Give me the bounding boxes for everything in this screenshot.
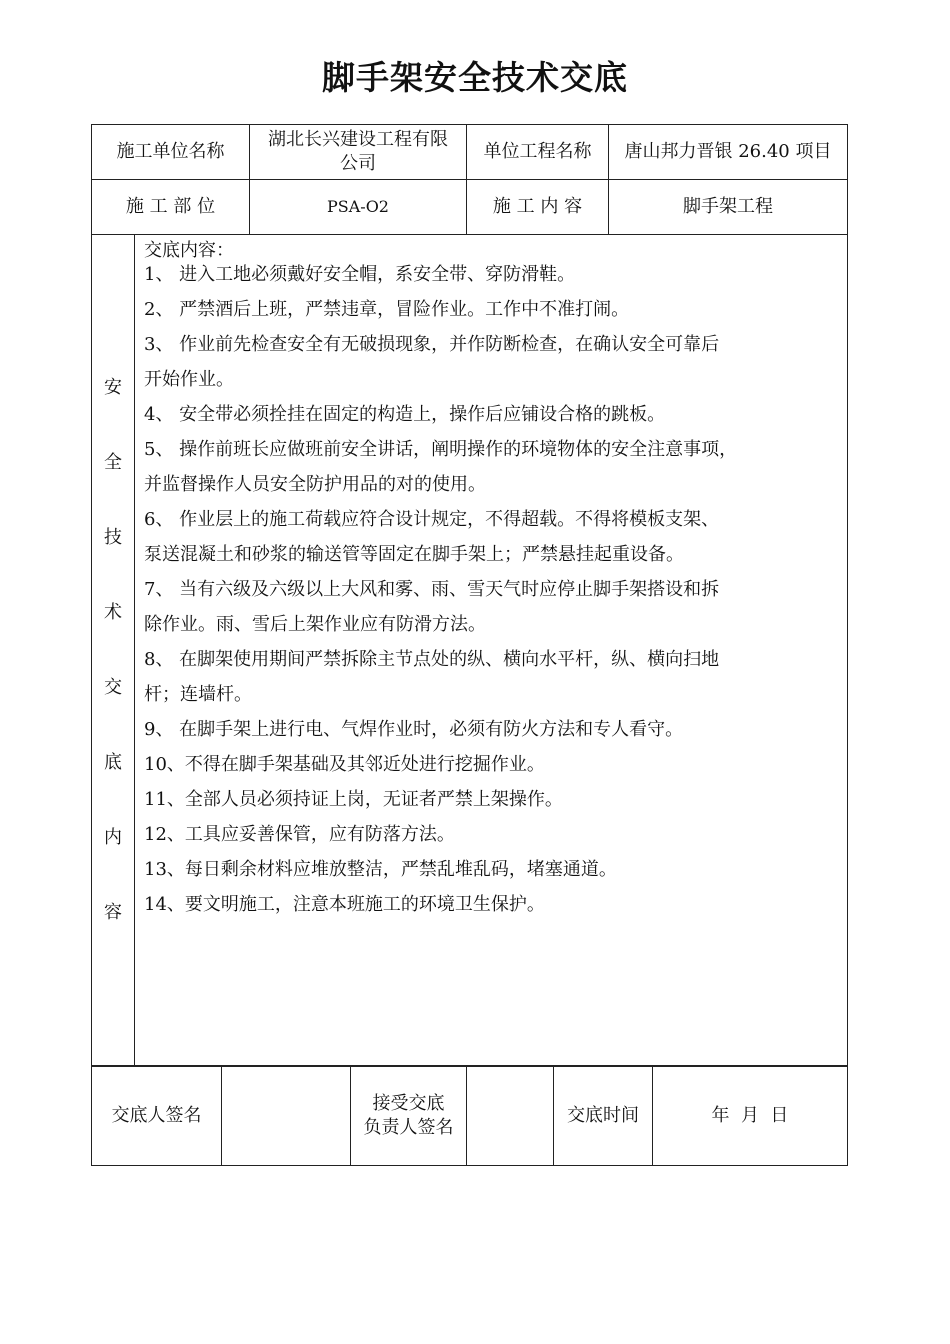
content-line: 10、不得在脚手架基础及其邻近处进行挖掘作业。 [144, 754, 545, 775]
receiver-signature-field[interactable] [466, 1066, 554, 1166]
unit-name-label: 施工单位名称 [91, 124, 250, 180]
side-label-char: 技 [104, 527, 122, 548]
disclosure-form [91, 124, 848, 1166]
content-line: 6、 作业层上的施工荷载应符合设计规定，不得超载。不得将模板支架、 [144, 509, 720, 530]
content-line: 11、全部人员必须持证上岗，无证者严禁上架操作。 [144, 789, 563, 810]
content-line: 13、每日剩余材料应堆放整洁，严禁乱堆乱码，堵塞通道。 [144, 859, 617, 880]
construction-content-label: 施 工 内 容 [466, 179, 609, 235]
project-name-label: 单位工程名称 [466, 124, 609, 180]
content-line: 泵送混凝土和砂浆的输送管等固定在脚手架上；严禁悬挂起重设备。 [144, 544, 684, 565]
discloser-signature-label: 交底人签名 [91, 1066, 222, 1166]
project-name-value: 唐山邦力晋银 26.40 项目 [608, 124, 848, 180]
content-line: 12、工具应妥善保管，应有防落方法。 [144, 824, 455, 845]
construction-part-value: PSA-O2 [249, 179, 467, 235]
content-line: 7、 当有六级及六级以上大风和雾、雨、雪天气时应停止脚手架搭设和拆 [144, 579, 720, 600]
content-line: 杆；连墙杆。 [144, 684, 252, 705]
side-label-char: 底 [104, 752, 122, 773]
content-line: 3、 作业前先检查安全有无破损现象，并作防断检查，在确认安全可靠后 [144, 334, 720, 355]
content-line: 2、 严禁酒后上班，严禁违章，冒险作业。工作中不准打闹。 [144, 299, 630, 320]
side-label-char: 交 [104, 677, 122, 698]
side-label-char: 术 [104, 602, 122, 623]
content-line: 除作业。雨、雪后上架作业应有防滑方法。 [144, 614, 486, 635]
content-line: 并监督操作人员安全防护用品的对的使用。 [144, 474, 486, 495]
side-label-char: 安 [104, 377, 122, 398]
side-label-char: 内 [104, 827, 122, 848]
content-line: 8、 在脚架使用期间严禁拆除主节点处的纵、横向水平杆，纵、横向扫地 [144, 649, 720, 670]
side-label-column [91, 234, 135, 1066]
receiver-signature-label [350, 1066, 467, 1166]
receiver-label-line-1: 接受交底 [372, 1093, 445, 1114]
disclosure-content [134, 234, 848, 1066]
side-label-char: 容 [104, 902, 122, 923]
discloser-signature-field[interactable] [221, 1066, 351, 1166]
content-line: 开始作业。 [144, 369, 234, 390]
content-line: 14、要文明施工，注意本班施工的环境卫生保护。 [144, 894, 545, 915]
content-line: 1、 进入工地必须戴好安全帽，系安全带、穿防滑鞋。 [144, 264, 576, 285]
document-title: 脚手架安全技术交底 [322, 58, 628, 97]
content-line: 9、 在脚手架上进行电、气焊作业时，必须有防火方法和专人看守。 [144, 719, 684, 740]
content-line: 4、 安全带必须拴挂在固定的构造上，操作后应铺设合格的跳板。 [144, 404, 666, 425]
disclosure-date-field[interactable]: 年 月 日 [652, 1066, 848, 1166]
unit-name-value: 湖北长兴建设工程有限公司 [249, 124, 467, 180]
construction-content-value: 脚手架工程 [608, 179, 848, 235]
content-line: 5、 操作前班长应做班前安全讲话，阐明操作的环境物体的安全注意事项， [144, 439, 738, 460]
side-label-char: 全 [104, 452, 122, 473]
construction-part-label: 施 工 部 位 [91, 179, 250, 235]
content-heading: 交底内容： [144, 240, 234, 261]
disclosure-time-label: 交底时间 [553, 1066, 653, 1166]
receiver-label-line-2: 负责人签名 [363, 1117, 454, 1138]
